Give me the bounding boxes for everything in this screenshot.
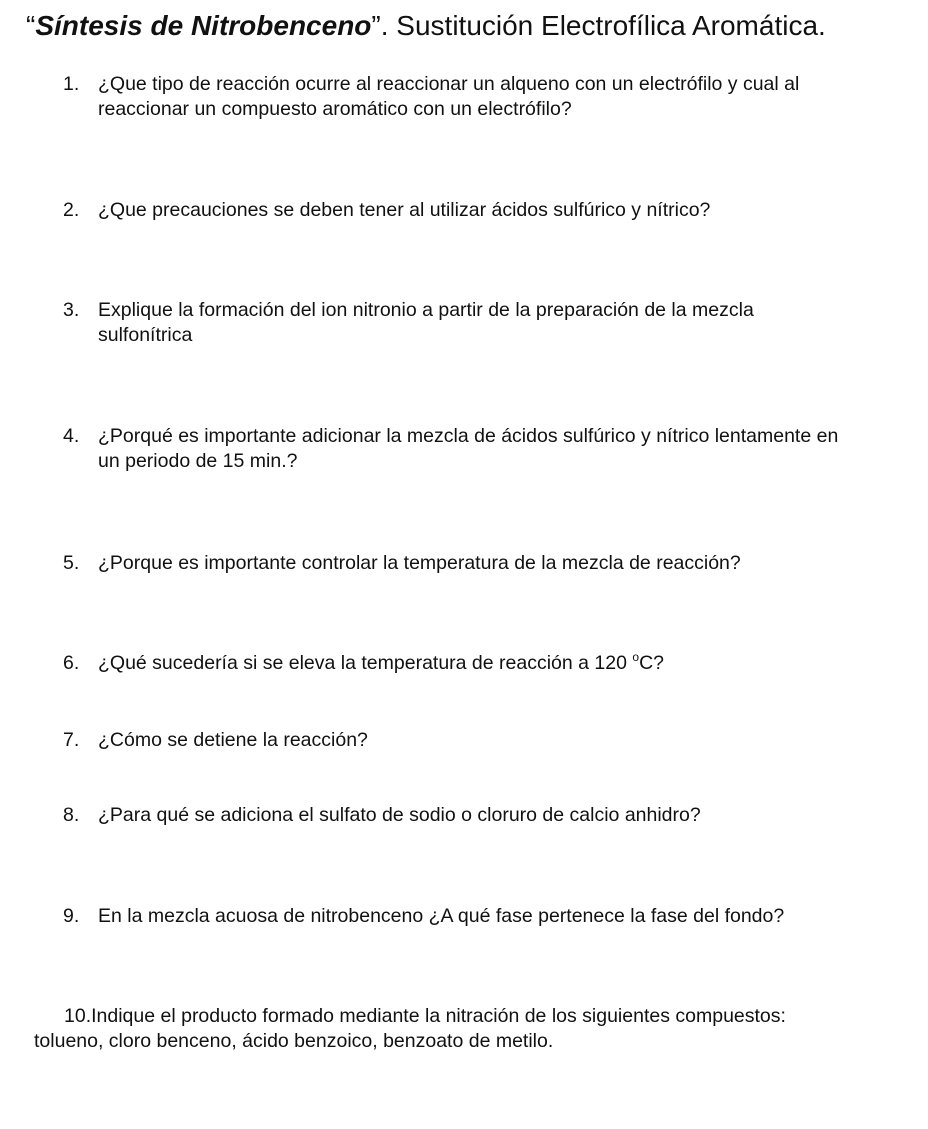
- question-text-line: reaccionar un compuesto aromático con un electrófilo?: [98, 98, 572, 120]
- title-emphasis: Síntesis de Nitrobenceno: [35, 10, 372, 41]
- question-number: 10.: [64, 1005, 92, 1027]
- question-number: 3.: [63, 299, 80, 321]
- question-text-line: Explique la formación del ion nitronio a partir de la preparación de la mezcla: [98, 299, 754, 321]
- question-number: 8.: [63, 804, 80, 826]
- question-text-line: ¿Para qué se adiciona el sulfato de sodio o cloruro de calcio anhidro?: [98, 804, 701, 826]
- question-text-line: Indique el producto formado mediante la nitración de los siguientes compuestos:: [91, 1005, 786, 1027]
- question-10-continuation: tolueno, cloro benceno, ácido benzoico, benzoato de metilo.: [34, 1030, 554, 1052]
- question-number: 9.: [63, 905, 80, 927]
- question-text-before: ¿Qué sucedería si se eleva la temperatura de reacción a 120: [98, 652, 633, 674]
- question-text-after: C?: [639, 652, 665, 674]
- question-text-line: sulfonítrica: [98, 324, 193, 346]
- question-number: 2.: [63, 199, 80, 221]
- question-number: 6.: [63, 652, 80, 674]
- question-text-line: ¿Cómo se detiene la reacción?: [98, 729, 368, 751]
- question-text-line: ¿Porqué es importante adicionar la mezcla de ácidos sulfúrico y nítrico lentamente en: [98, 425, 839, 447]
- question-text-line: ¿Porque es importante controlar la temperatura de la mezcla de reacción?: [98, 552, 741, 574]
- degree-symbol: o: [632, 650, 640, 664]
- question-text-line: [98, 651, 664, 675]
- question-text-line: un periodo de 15 min.?: [98, 450, 298, 472]
- title-rest: ”. Sustitución Electrofílica Aromática.: [371, 10, 826, 41]
- page-title: [26, 8, 826, 44]
- question-10: [64, 1004, 786, 1028]
- question-number: 4.: [63, 425, 80, 447]
- question-text-line: ¿Que tipo de reacción ocurre al reaccionar un alqueno con un electrófilo y cual al: [98, 73, 800, 95]
- title-open-quote: “: [26, 10, 36, 41]
- question-number: 1.: [63, 73, 80, 95]
- question-text-line: En la mezcla acuosa de nitrobenceno ¿A qué fase pertenece la fase del fondo?: [98, 905, 785, 927]
- question-text-line: ¿Que precauciones se deben tener al utilizar ácidos sulfúrico y nítrico?: [98, 199, 711, 221]
- question-number: 7.: [63, 729, 80, 751]
- question-number: 5.: [63, 552, 80, 574]
